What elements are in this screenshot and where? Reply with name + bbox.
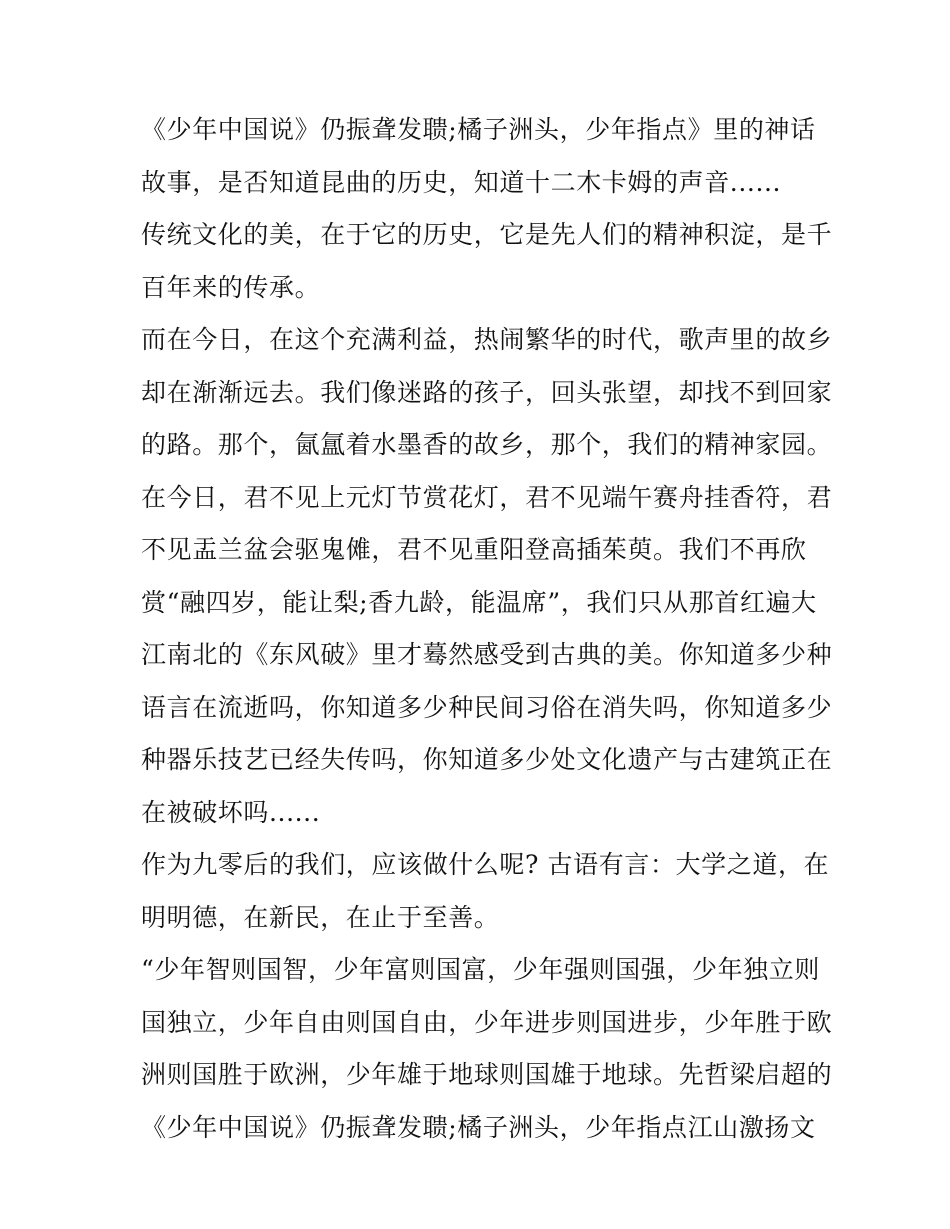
text-line: 的路。那个，氤氲着水墨香的故乡，那个，我们的精神家园。	[141, 430, 833, 459]
text-line: 在被破坏吗......	[141, 797, 321, 827]
text-line: 百年来的传承。	[141, 272, 321, 302]
text-line: 种器乐技艺已经失传吗，你知道多少处文化遗产与古建筑正在	[141, 745, 833, 774]
text-line: 不见盂兰盆会驱鬼傩，君不见重阳登高插茱萸。我们不再欣	[141, 535, 807, 564]
document-text	[141, 104, 833, 1154]
text-line: 国独立，少年自由则国自由，少年进步则国进步，少年胜于欧	[141, 1007, 833, 1037]
text-line: 赏“融四岁，能让梨;香九龄，能温席”，我们只从那首红遍大	[141, 587, 817, 617]
text-line: 在今日，君不见上元灯节赏花灯，君不见端午赛舟挂香符，君	[141, 482, 833, 512]
text-line: 故事，是否知道昆曲的历史，知道十二木卡姆的声音......	[141, 167, 782, 197]
text-line: 却在渐渐远去。我们像迷路的孩子，回头张望，却找不到回家	[141, 377, 833, 407]
text-line: 语言在流逝吗，你知道多少种民间习俗在消失吗，你知道多少	[141, 692, 833, 722]
text-line: 传统文化的美，在于它的历史，它是先人们的精神积淀，是千	[141, 220, 833, 249]
text-line: 作为九零后的我们，应该做什么呢? 古语有言：大学之道，在	[141, 850, 830, 879]
text-line: 江南北的《东风破》里才蓦然感受到古典的美。你知道多少种	[141, 640, 833, 669]
text-line: 《少年中国说》仍振聋发聩;橘子洲头，少年指点》里的神话	[141, 115, 816, 144]
text-line: 明明德，在新民，在止于至善。	[141, 902, 500, 932]
text-line: 洲则国胜于欧洲，少年雄于地球则国雄于地球。先哲梁启超的	[141, 1060, 833, 1089]
text-line: 《少年中国说》仍振聋发聩;橘子洲头，少年指点江山激扬文	[141, 1112, 816, 1142]
text-line: 而在今日，在这个充满利益，热闹繁华的时代，歌声里的故乡	[141, 325, 833, 354]
text-line: “少年智则国智，少年富则国富，少年强则国强，少年独立则	[141, 955, 820, 984]
